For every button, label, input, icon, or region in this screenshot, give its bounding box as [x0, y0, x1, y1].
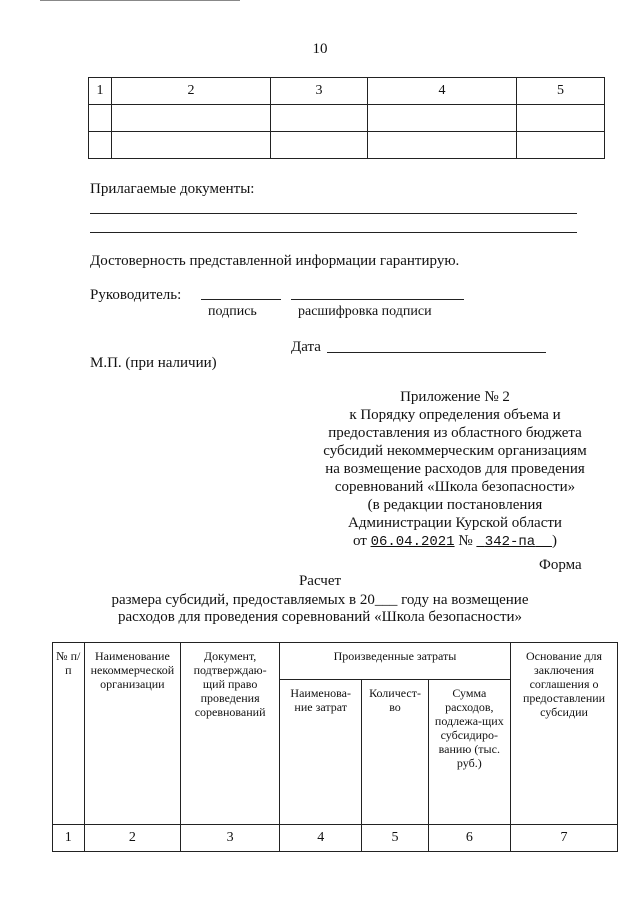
table-cell: 4	[279, 825, 361, 852]
closing-paren: )	[552, 533, 558, 549]
number-sign: №	[458, 533, 473, 549]
appendix-line: Приложение № 2	[400, 389, 510, 405]
signature-line	[201, 299, 281, 300]
table-cell: 1	[89, 78, 112, 105]
appendix-line: предоставления из областного бюджета	[328, 425, 582, 441]
table-cell: 6	[428, 825, 510, 852]
table-cell: 5	[362, 825, 428, 852]
appendix-line: к Порядку определения объема и	[349, 407, 561, 423]
col-quantity-header: Количест-во	[362, 680, 428, 825]
col-number-header: № п/п	[53, 643, 85, 825]
table-cell: 3	[181, 825, 280, 852]
col-sum-header: Сумма расходов, подлежа-щих субсидиро-ванию (тыс. руб.)	[428, 680, 510, 825]
from-prefix: от	[352, 533, 367, 549]
table-header-row	[89, 78, 605, 105]
decoding-line	[291, 299, 464, 300]
date-label: Дата	[291, 339, 321, 355]
col-cost-name-header: Наименова-ние затрат	[279, 680, 361, 825]
table-row	[53, 825, 618, 852]
appendix-number: 342-па	[484, 534, 536, 550]
attached-docs-label: Прилагаемые документы:	[90, 181, 255, 197]
calc-title: Расчет	[298, 573, 342, 589]
page-number: 10	[312, 41, 328, 57]
table-row	[89, 105, 605, 132]
col-basis-header: Основание для заключения соглашения о предоставлении субсидии	[511, 643, 618, 825]
appendix-line: (в редакции постановления	[367, 497, 543, 513]
head-label: Руководитель:	[90, 287, 182, 303]
stamp-text: М.П. (при наличии)	[90, 355, 217, 371]
appendix-line: Администрации Курской области	[348, 515, 562, 531]
decoding-caption: расшифровка подписи	[298, 304, 432, 319]
guarantee-text: Достоверность представленной информации гарантирую.	[90, 253, 460, 269]
table-cell: 1	[53, 825, 85, 852]
appendix-block	[310, 388, 600, 551]
signature-caption: подпись	[208, 304, 257, 319]
table-cell: 7	[511, 825, 618, 852]
fill-line	[90, 232, 577, 233]
calc-line-2: расходов для проведения соревнований «Школа безопасности»	[117, 609, 523, 625]
table-cell: 2	[84, 825, 181, 852]
date-line	[327, 352, 546, 353]
scan-edge-line	[40, 0, 240, 1]
calc-line-1: размера субсидий, предоставляемых в 20___ году на возмещение	[111, 592, 529, 608]
col-costs-group-header: Произведенные затраты	[279, 643, 510, 680]
appendix-ref-line	[310, 532, 600, 551]
table-cell: 3	[271, 78, 368, 105]
appendix-line: на возмещение расходов для проведения	[325, 461, 585, 477]
appendix-line: субсидий некоммерческим организациям	[323, 443, 587, 459]
table-header-row	[53, 643, 618, 680]
fill-line	[90, 213, 577, 214]
col-org-header: Наименование некоммерческой организации	[84, 643, 181, 825]
appendix-date: 06.04.2021	[370, 534, 455, 550]
table-cell: 4	[368, 78, 517, 105]
table-row	[89, 132, 605, 159]
top-table	[88, 77, 605, 159]
appendix-line: соревнований «Школа безопасности»	[334, 479, 576, 495]
calc-table	[52, 642, 618, 852]
form-label: Форма	[539, 557, 582, 573]
table-cell: 2	[112, 78, 271, 105]
table-cell: 5	[517, 78, 605, 105]
col-doc-header: Документ, подтверждаю-щий право проведения соревнований	[181, 643, 280, 825]
